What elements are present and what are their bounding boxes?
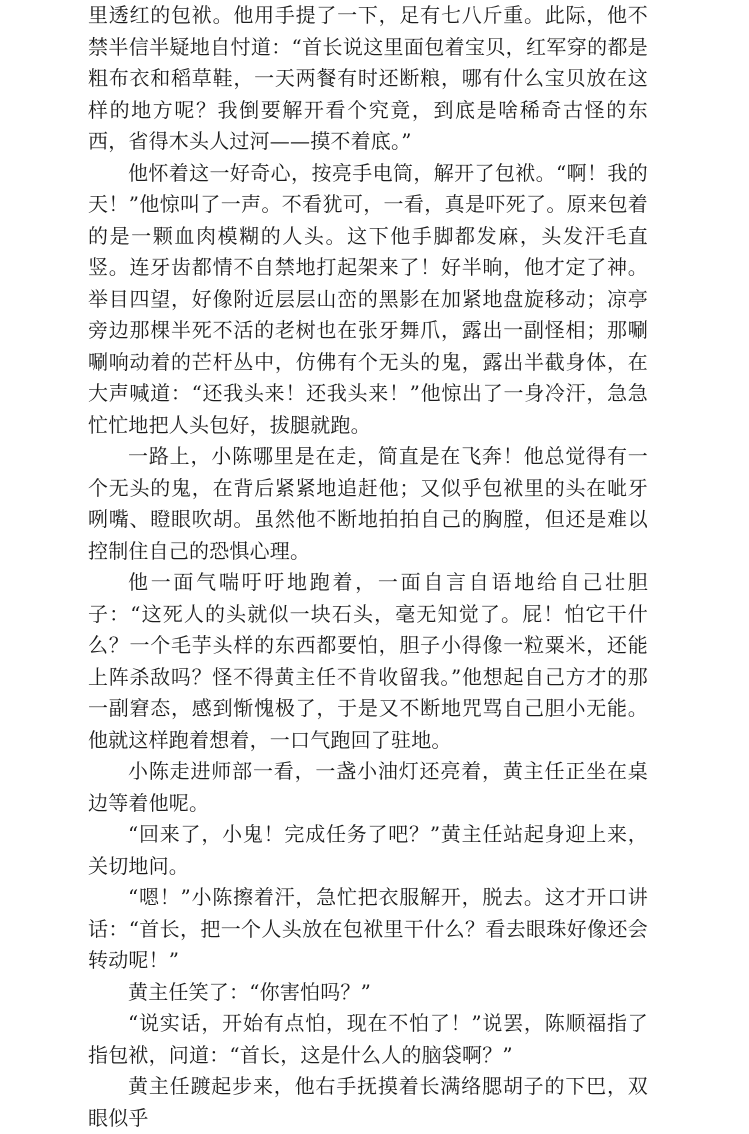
paragraph-8: 黄主任笑了：“你害怕吗？” — [128, 979, 372, 1004]
paragraph-7: “嗯！”小陈擦着汗，急忙把衣服解开，脱去。这才开口讲话：“首长，把一个人头放在包袱里干什么？看去眼珠好像还会转动呢！” — [88, 885, 648, 972]
paragraph-3: 一路上，小陈哪里是在走，简直是在飞奔！他总觉得有一个无头的鬼，在背后紧紧地追赶他；又似乎包袱里的头在呲牙咧嘴、瞪眼吹胡。虽然他不断地拍拍自己的胸膛，但还是难以控制住自己的恐惧心理。 — [88, 444, 648, 563]
paragraph-10: 黄主任踱起步来，他右手抚摸着长满络腮胡子的下巴，双眼似乎 — [88, 1074, 648, 1130]
paragraph-9: “说实话，开始有点怕，现在不怕了！”说罢，陈顺福指了指包袱，问道：“首长，这是什么人的脑袋啊？” — [88, 1011, 648, 1067]
page-body — [88, 0, 648, 1134]
paragraph-1: 里透红的包袱。他用手提了一下，足有七八斤重。此际，他不禁半信半疑地自忖道：“首长说这里面包着宝贝，红军穿的都是粗布衣和稻草鞋，一天两餐有时还断粮，哪有什么宝贝放在这样的地方呢？我倒要解开看个究竟，到底是啥稀奇古怪的东西，省得木头人过河——摸不着底。” — [88, 3, 648, 153]
paragraph-2: 他怀着这一好奇心，按亮手电筒，解开了包袱。“啊！我的天！”他惊叫了一声。不看犹可，一看，真是吓死了。原来包着的是一颗血肉模糊的人头。这下他手脚都发麻，头发汗毛直竖。连牙齿都情不自禁地打起架来了！好半晌，他才定了神。举目四望，好像附近层层山峦的黑影在加紧地盘旋移动；凉亭旁边那棵半死不活的老树也在张牙舞爪，露出一副怪相；那唰唰响动着的芒杆丛中，仿佛有个无头的鬼，露出半截身体，在大声喊道：“还我头来！还我头来！”他惊出了一身冷汗，急急忙忙地把人头包好，拔腿就跑。 — [88, 160, 648, 437]
paragraph-5: 小陈走进师部一看，一盏小油灯还亮着，黄主任正坐在桌边等着他呢。 — [88, 759, 648, 815]
paragraph-6: “回来了，小鬼！完成任务了吧？”黄主任站起身迎上来，关切地问。 — [88, 822, 648, 878]
paragraph-4: 他一面气喘吁吁地跑着，一面自言自语地给自己壮胆子：“这死人的头就似一块石头，毫无知觉了。屁！怕它干什么？一个毛芋头样的东西都要怕，胆子小得像一粒粟米，还能上阵杀敌吗？怪不得黄主任不肯收留我。”他想起自己方才的那一副窘态，感到惭愧极了，于是又不断地咒骂自己胆小无能。他就这样跑着想着，一口气跑回了驻地。 — [88, 570, 648, 752]
